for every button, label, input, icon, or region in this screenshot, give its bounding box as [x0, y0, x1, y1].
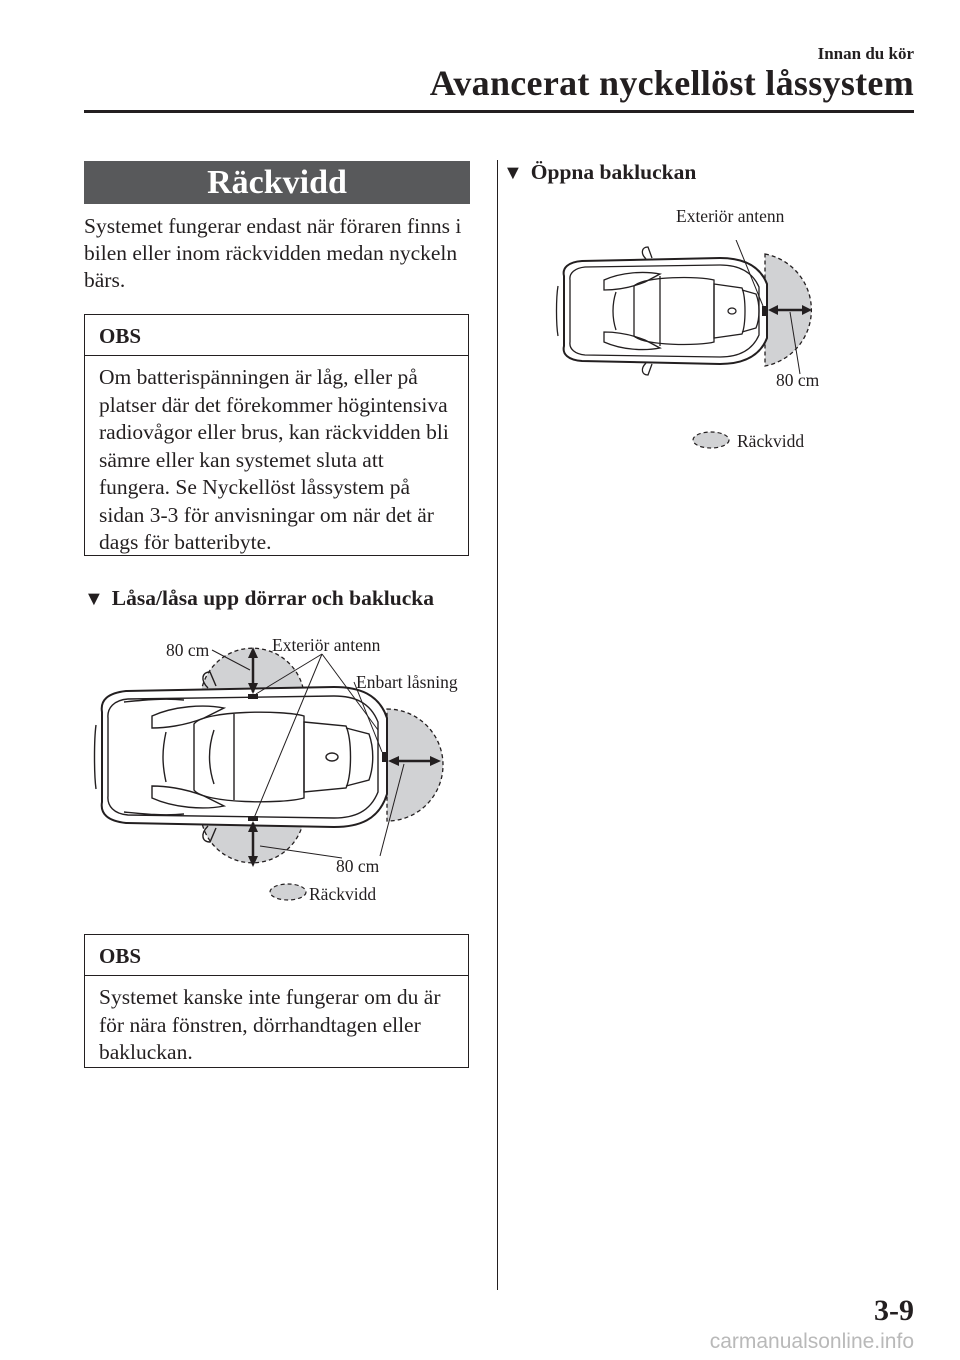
page-number: 3-9	[874, 1294, 914, 1327]
note-box-proximity	[84, 934, 469, 1068]
note-box-battery	[84, 314, 469, 556]
label-exterior-antenna: Exteriör antenn	[272, 635, 381, 655]
range-legend-swatch	[693, 432, 729, 448]
label-80cm-top: 80 cm	[166, 640, 210, 660]
label-lock-only: Enbart låsning	[356, 672, 458, 692]
range-section-banner: Räckvidd	[84, 161, 470, 204]
range-zone-tailgate	[387, 709, 443, 821]
triangle-down-icon: ▼	[84, 588, 104, 610]
antenna-tailgate	[382, 752, 387, 762]
note-body: Systemet kanske inte fungerar om du är för nära fönstren, dörrhandtagen eller bakluckan.	[99, 985, 441, 1064]
range-legend-swatch	[270, 884, 306, 900]
note-heading: OBS	[85, 935, 468, 976]
note-body: Om batterispänningen är låg, eller på platser där det förekommer högintensiva radiovågor eller brus, kan räckvidden bli sämre eller kan systemet sluta att fungera. Se Nyckellöst låssystem på sidan 3-3 för anvisningar om när det är dags för batteribyte.	[99, 365, 449, 554]
car-top-view	[95, 672, 388, 842]
label-exterior-antenna: Exteriör antenn	[676, 206, 785, 226]
subheading-text: Låsa/låsa upp dörrar och baklucka	[111, 586, 434, 610]
label-80cm: 80 cm	[776, 370, 820, 390]
section-title: Avancerat nyckellöst låssystem	[429, 63, 914, 103]
antenna-rear-door	[248, 816, 258, 821]
antenna-front-door	[248, 694, 258, 699]
triangle-down-icon: ▼	[503, 162, 523, 184]
header-rule	[84, 110, 914, 113]
subheading-text: Öppna bakluckan	[530, 160, 697, 184]
diagram-tailgate-range	[550, 240, 840, 455]
subheading-lock-unlock	[84, 586, 434, 611]
intro-paragraph: Systemet fungerar endast när föraren finns i bilen eller inom räckvidden medan nyckeln bärs.	[84, 214, 462, 292]
column-divider	[497, 160, 498, 1290]
watermark: carmanualsonline.info	[709, 1330, 914, 1353]
note-heading: OBS	[85, 315, 468, 356]
car-top-view	[557, 247, 768, 375]
label-range: Räckvidd	[737, 431, 805, 451]
chapter-name: Innan du kör	[817, 44, 914, 63]
label-80cm-bottom: 80 cm	[336, 856, 380, 876]
label-range: Räckvidd	[309, 884, 377, 904]
antenna-tailgate	[762, 306, 767, 316]
subheading-open-tailgate	[503, 160, 696, 185]
